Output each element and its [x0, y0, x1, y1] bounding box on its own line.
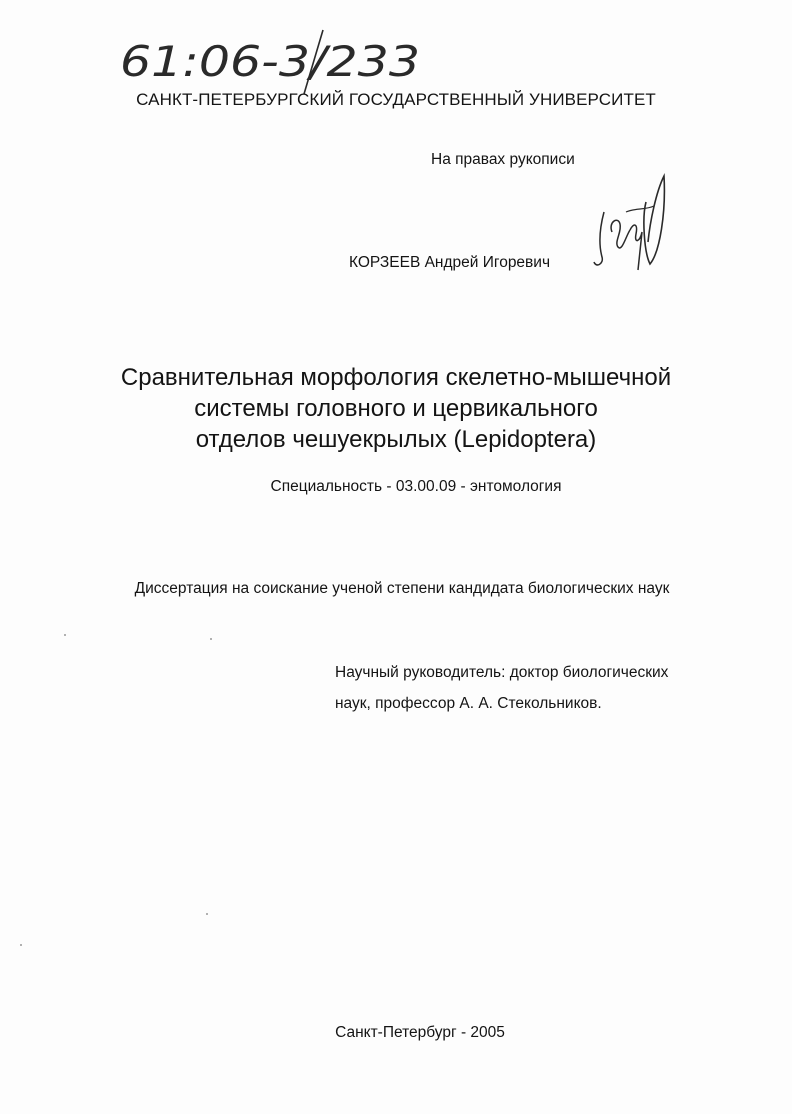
scan-speck: [64, 634, 66, 636]
thesis-title-line: Сравнительная морфология скелетно-мышечной: [120, 364, 672, 391]
thesis-title: [0, 362, 792, 455]
author-name: КОРЗЕЕВ Андрей Игоревич: [349, 254, 551, 271]
archive-code-drawing: [118, 28, 428, 98]
thesis-title-line: отделов чешуекрылых (Lepidoptera): [195, 426, 597, 453]
supervisor-line: Научный руководитель: доктор биологических: [335, 664, 669, 681]
author-signature: [590, 172, 670, 280]
archive-code-text: 61:06-3/233: [120, 37, 420, 86]
archive-code-handwritten: [118, 28, 428, 98]
scan-speck: [206, 913, 208, 915]
university-name: САНКТ-ПЕТЕРБУРГСКИЙ ГОСУДАРСТВЕННЫЙ УНИВЕРСИТЕТ: [136, 90, 656, 109]
signature-drawing: [590, 172, 670, 280]
city-year: Санкт-Петербург - 2005: [335, 1024, 505, 1041]
scan-speck: [210, 638, 212, 640]
rights-note: На правах рукописи: [431, 151, 575, 168]
specialty: Специальность - 03.00.09 - энтомология: [270, 478, 562, 495]
thesis-title-line: системы головного и цервикального: [194, 395, 598, 422]
supervisor-line: наук, профессор А. А. Стекольников.: [335, 695, 602, 712]
scientific-supervisor: [335, 657, 668, 719]
scan-speck: [20, 944, 22, 946]
degree-statement: Диссертация на соискание ученой степени кандидата биологических наук: [134, 580, 670, 597]
